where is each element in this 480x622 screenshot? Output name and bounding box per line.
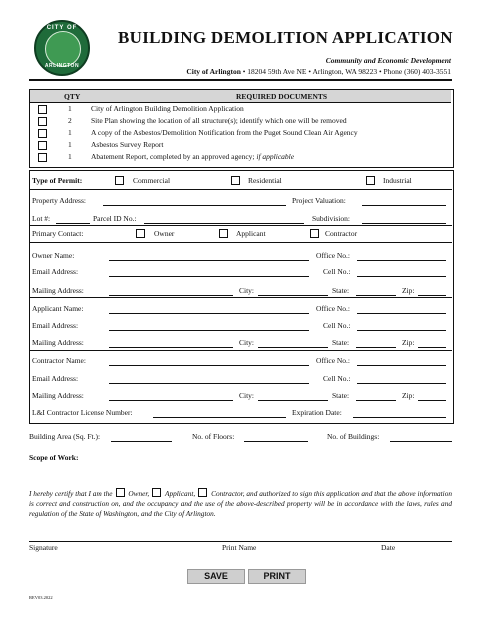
primary-applicant-label: Applicant <box>236 229 266 238</box>
city-seal-logo <box>34 20 90 76</box>
owner-city-field[interactable] <box>258 295 328 296</box>
applicant-mailing-field[interactable] <box>109 347 233 348</box>
permit-type-label: Type of Permit: <box>32 176 83 185</box>
document-name: City of Arlington Building Demolition Application <box>91 104 244 113</box>
buildings-field[interactable] <box>390 441 452 442</box>
applicant-mailing-label: Mailing Address: <box>32 338 84 347</box>
revision-code: REV03.2022 <box>29 595 53 600</box>
required-documents-title: REQUIRED DOCUMENTS <box>236 92 328 101</box>
owner-mailing-field[interactable] <box>109 295 233 296</box>
certification-prefix: I hereby certify that I am the <box>29 489 113 498</box>
owner-state-field[interactable] <box>356 295 396 296</box>
owner-office-field[interactable] <box>357 260 446 261</box>
owner-zip-field[interactable] <box>418 295 446 296</box>
document-name-note: if applicable <box>256 152 295 161</box>
section-divider <box>29 225 452 226</box>
commercial-label: Commercial <box>133 176 171 185</box>
owner-state-label: State: <box>332 286 350 295</box>
applicant-name-label: Applicant Name: <box>32 304 84 313</box>
document-name: Site Plan showing the location of all structure(s); identify which one will be removed <box>91 116 347 125</box>
contractor-cell-label: Cell No.: <box>323 374 351 383</box>
signature-line[interactable] <box>29 541 452 542</box>
department-name: Community and Economic Development <box>325 56 451 65</box>
applicant-zip-label: Zip: <box>402 338 415 347</box>
owner-cell-label: Cell No.: <box>323 267 351 276</box>
primary-owner-checkbox[interactable] <box>136 229 145 238</box>
qty-header: QTY <box>64 92 81 101</box>
property-address-label: Property Address: <box>32 196 86 205</box>
owner-email-label: Email Address: <box>32 267 79 276</box>
save-button[interactable]: SAVE <box>187 569 245 584</box>
contractor-zip-label: Zip: <box>402 391 415 400</box>
document-name: A copy of the Asbestos/Demolition Notification from the Puget Sound Clean Air Agency <box>91 128 358 137</box>
document-qty: 2 <box>68 116 72 125</box>
contractor-city-field[interactable] <box>258 400 328 401</box>
industrial-label: Industrial <box>383 176 412 185</box>
residential-checkbox[interactable] <box>231 176 240 185</box>
contractor-name-label: Contractor Name: <box>32 356 86 365</box>
lot-field[interactable] <box>56 223 90 224</box>
project-valuation-label: Project Valuation: <box>292 196 346 205</box>
owner-email-field[interactable] <box>109 276 309 277</box>
contractor-city-label: City: <box>239 391 255 400</box>
owner-name-field[interactable] <box>109 260 309 261</box>
contractor-mailing-label: Mailing Address: <box>32 391 84 400</box>
floors-label: No. of Floors: <box>192 432 235 441</box>
certify-owner-label: Owner, <box>126 489 150 498</box>
signature-label: Signature <box>29 543 58 552</box>
commercial-checkbox[interactable] <box>115 176 124 185</box>
city-address <box>186 67 451 76</box>
section-divider <box>29 350 452 351</box>
applicant-city-label: City: <box>239 338 255 347</box>
applicant-state-label: State: <box>332 338 350 347</box>
document-checkbox[interactable] <box>38 141 47 150</box>
print-button[interactable]: PRINT <box>248 569 306 584</box>
contractor-mailing-field[interactable] <box>109 400 233 401</box>
applicant-cell-field[interactable] <box>357 330 446 331</box>
license-number-label: L&I Contractor License Number: <box>32 408 133 417</box>
certify-applicant-checkbox[interactable] <box>152 488 161 497</box>
owner-mailing-label: Mailing Address: <box>32 286 84 295</box>
primary-contractor-checkbox[interactable] <box>310 229 319 238</box>
contractor-cell-field[interactable] <box>357 383 446 384</box>
primary-contact-label: Primary Contact: <box>32 229 84 238</box>
certify-owner-checkbox[interactable] <box>116 488 125 497</box>
section-divider <box>29 189 452 190</box>
contractor-email-field[interactable] <box>109 383 309 384</box>
certification-statement <box>29 488 452 519</box>
building-area-field[interactable] <box>111 441 172 442</box>
applicant-zip-field[interactable] <box>418 347 446 348</box>
applicant-email-field[interactable] <box>109 330 309 331</box>
document-checkbox[interactable] <box>38 117 47 126</box>
project-valuation-field[interactable] <box>362 205 446 206</box>
owner-zip-label: Zip: <box>402 286 415 295</box>
contractor-office-field[interactable] <box>357 365 446 366</box>
owner-name-label: Owner Name: <box>32 251 75 260</box>
applicant-cell-label: Cell No.: <box>323 321 351 330</box>
certify-applicant-label: Applicant, <box>163 489 196 498</box>
header-divider <box>29 79 452 81</box>
contractor-office-label: Office No.: <box>316 356 351 365</box>
print-name-label: Print Name <box>222 543 257 552</box>
date-label: Date <box>381 543 396 552</box>
floors-field[interactable] <box>244 441 308 442</box>
applicant-state-field[interactable] <box>356 347 396 348</box>
building-area-label: Building Area (Sq. Ft.): <box>29 432 101 441</box>
primary-contractor-label: Contractor <box>325 229 358 238</box>
residential-label: Residential <box>248 176 282 185</box>
seal-top-text: CITY OF <box>46 25 78 31</box>
document-name-text: Abatement Report, completed by an approved agency; <box>91 152 257 161</box>
industrial-checkbox[interactable] <box>366 176 375 185</box>
seal-bottom-text: ARLINGTON <box>44 63 80 69</box>
applicant-city-field[interactable] <box>258 347 328 348</box>
primary-owner-label: Owner <box>154 229 175 238</box>
subdivision-field[interactable] <box>362 223 446 224</box>
page-title: BUILDING DEMOLITION APPLICATION <box>118 28 453 47</box>
parcel-id-label: Parcel ID No.: <box>93 214 137 223</box>
address-line: • 18204 59th Ave NE • Arlington, WA 98223 • Phone (360) 403-3551 <box>240 67 451 76</box>
owner-city-label: City: <box>239 286 255 295</box>
contractor-name-field[interactable] <box>109 365 309 366</box>
document-checkbox[interactable] <box>38 105 47 114</box>
document-qty: 1 <box>68 152 72 161</box>
owner-office-label: Office No.: <box>316 251 351 260</box>
applicant-email-label: Email Address: <box>32 321 79 330</box>
document-name <box>91 152 294 161</box>
section-divider <box>29 242 452 243</box>
document-checkbox[interactable] <box>38 153 47 162</box>
owner-cell-field[interactable] <box>357 276 446 277</box>
city-name: City of Arlington <box>186 67 241 76</box>
document-checkbox[interactable] <box>38 129 47 138</box>
buildings-label: No. of Buildings: <box>327 432 380 441</box>
scope-of-work-label: Scope of Work: <box>29 453 79 462</box>
subdivision-label: Subdivision: <box>312 214 350 223</box>
contractor-zip-field[interactable] <box>418 400 446 401</box>
document-qty: 1 <box>68 140 72 149</box>
expiration-date-label: Expiration Date: <box>292 408 342 417</box>
section-divider <box>29 297 452 298</box>
parcel-id-field[interactable] <box>144 223 304 224</box>
applicant-office-field[interactable] <box>357 313 446 314</box>
seal-emblem <box>45 31 81 67</box>
primary-applicant-checkbox[interactable] <box>219 229 228 238</box>
document-qty: 1 <box>68 104 72 113</box>
document-name: Asbestos Survey Report <box>91 140 164 149</box>
expiration-date-field[interactable] <box>353 417 446 418</box>
document-qty: 1 <box>68 128 72 137</box>
contractor-email-label: Email Address: <box>32 374 79 383</box>
contractor-state-field[interactable] <box>356 400 396 401</box>
property-address-field[interactable] <box>103 205 286 206</box>
lot-label: Lot #: <box>32 214 51 223</box>
license-number-field[interactable] <box>153 417 286 418</box>
applicant-office-label: Office No.: <box>316 304 351 313</box>
contractor-state-label: State: <box>332 391 350 400</box>
certify-contractor-checkbox[interactable] <box>198 488 207 497</box>
applicant-name-field[interactable] <box>109 313 309 314</box>
certification-text: Contractor, and authorized to sign this application and that the above information is correct and construction on, and the occupancy and the use of the above-described property will be in accordance with the laws, rules and regulation of the State of Washington, and the City of Arlington. <box>29 489 452 518</box>
